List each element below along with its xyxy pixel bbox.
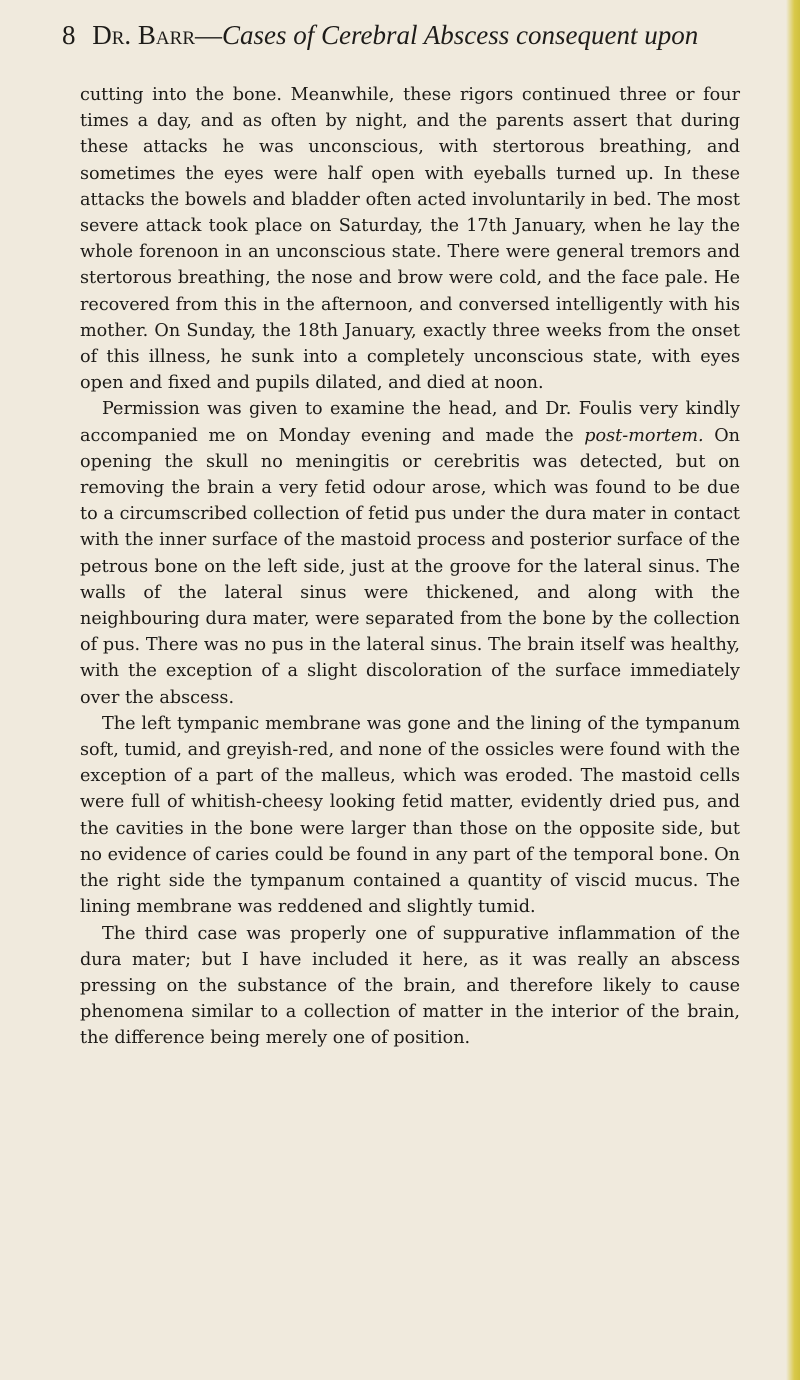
header-separator: — (195, 20, 222, 50)
page-number: 8 (62, 20, 76, 50)
page-edge-shadow (786, 0, 800, 1380)
paragraph-4-text: The third case was properly one of suppurative inflammation of the dura mater; but I have included it here, as it was really an abscess pressing on the substance of the brain, and therefore likely to cause phenomena similar to a collection of matter in the interior of the brain, the difference being merely one of position. (80, 923, 740, 1049)
paragraph-3 (80, 711, 740, 921)
paragraph-4 (80, 921, 740, 1052)
paragraph-2-text-b: On opening the skull no meningitis or cerebritis was detected, but on removing the brain a very fetid odour arose, which was found to be due to a circumscribed collection of fetid pus under the dura mater in contact with the inner surface of the mastoid process and posterior surface of the petrous bone on the left side, just at the groove for the lateral sinus. The walls of the lateral sinus were thickened, and along with the neighbouring dura mater, were separated from the bone by the collection of pus. There was no pus in the lateral sinus. The brain itself was healthy, with the exception of a slight discoloration of the surface immediately over the abscess. (80, 425, 740, 708)
body-text (80, 82, 740, 1052)
paragraph-1-text: cutting into the bone. Meanwhile, these rigors continued three or four times a day, and as often by night, and the parents assert that during these attacks he was unconscious, with stertorous breathing, and sometimes the eyes were half open with eyeballs turned up. In these attacks the bowels and bladder often acted involuntarily in bed. The most severe attack took place on Saturday, the 17th January, when he lay the whole forenoon in an unconscious state. There were general tremors and stertorous breathing, the nose and brow were cold, and the face pale. He recovered from this in the afternoon, and conversed intelligently with his mother. On Sunday, the 18th January, exactly three weeks from the onset of this illness, he sunk into a completely unconscious state, with eyes open and fixed and pupils dilated, and died at noon. (80, 85, 740, 394)
running-header (62, 20, 762, 51)
header-title: Cases of Cerebral Abscess consequent upon (222, 20, 699, 50)
paragraph-1 (80, 82, 740, 396)
paragraph-3-text: The left tympanic membrane was gone and the lining of the tympanum soft, tumid, and greyish-red, and none of the ossicles were found with the exception of a part of the malleus, which was eroded. The mastoid cells were full of whitish-cheesy looking fetid matter, evidently dried pus, and the cavities in the bone were larger than those on the opposite side, but no evidence of caries could be found in any part of the temporal bone. On the right side the tympanum contained a quantity of viscid mucus. The lining membrane was reddened and slightly tumid. (80, 713, 740, 918)
paragraph-2 (80, 396, 740, 710)
paragraph-2-text-a: Permission was given to examine the head, and Dr. Foulis very kindly accompanied me on Monday evening and made the (80, 399, 740, 446)
header-author: Dr. Barr (92, 20, 195, 50)
post-mortem-term: post-mortem. (584, 425, 704, 446)
